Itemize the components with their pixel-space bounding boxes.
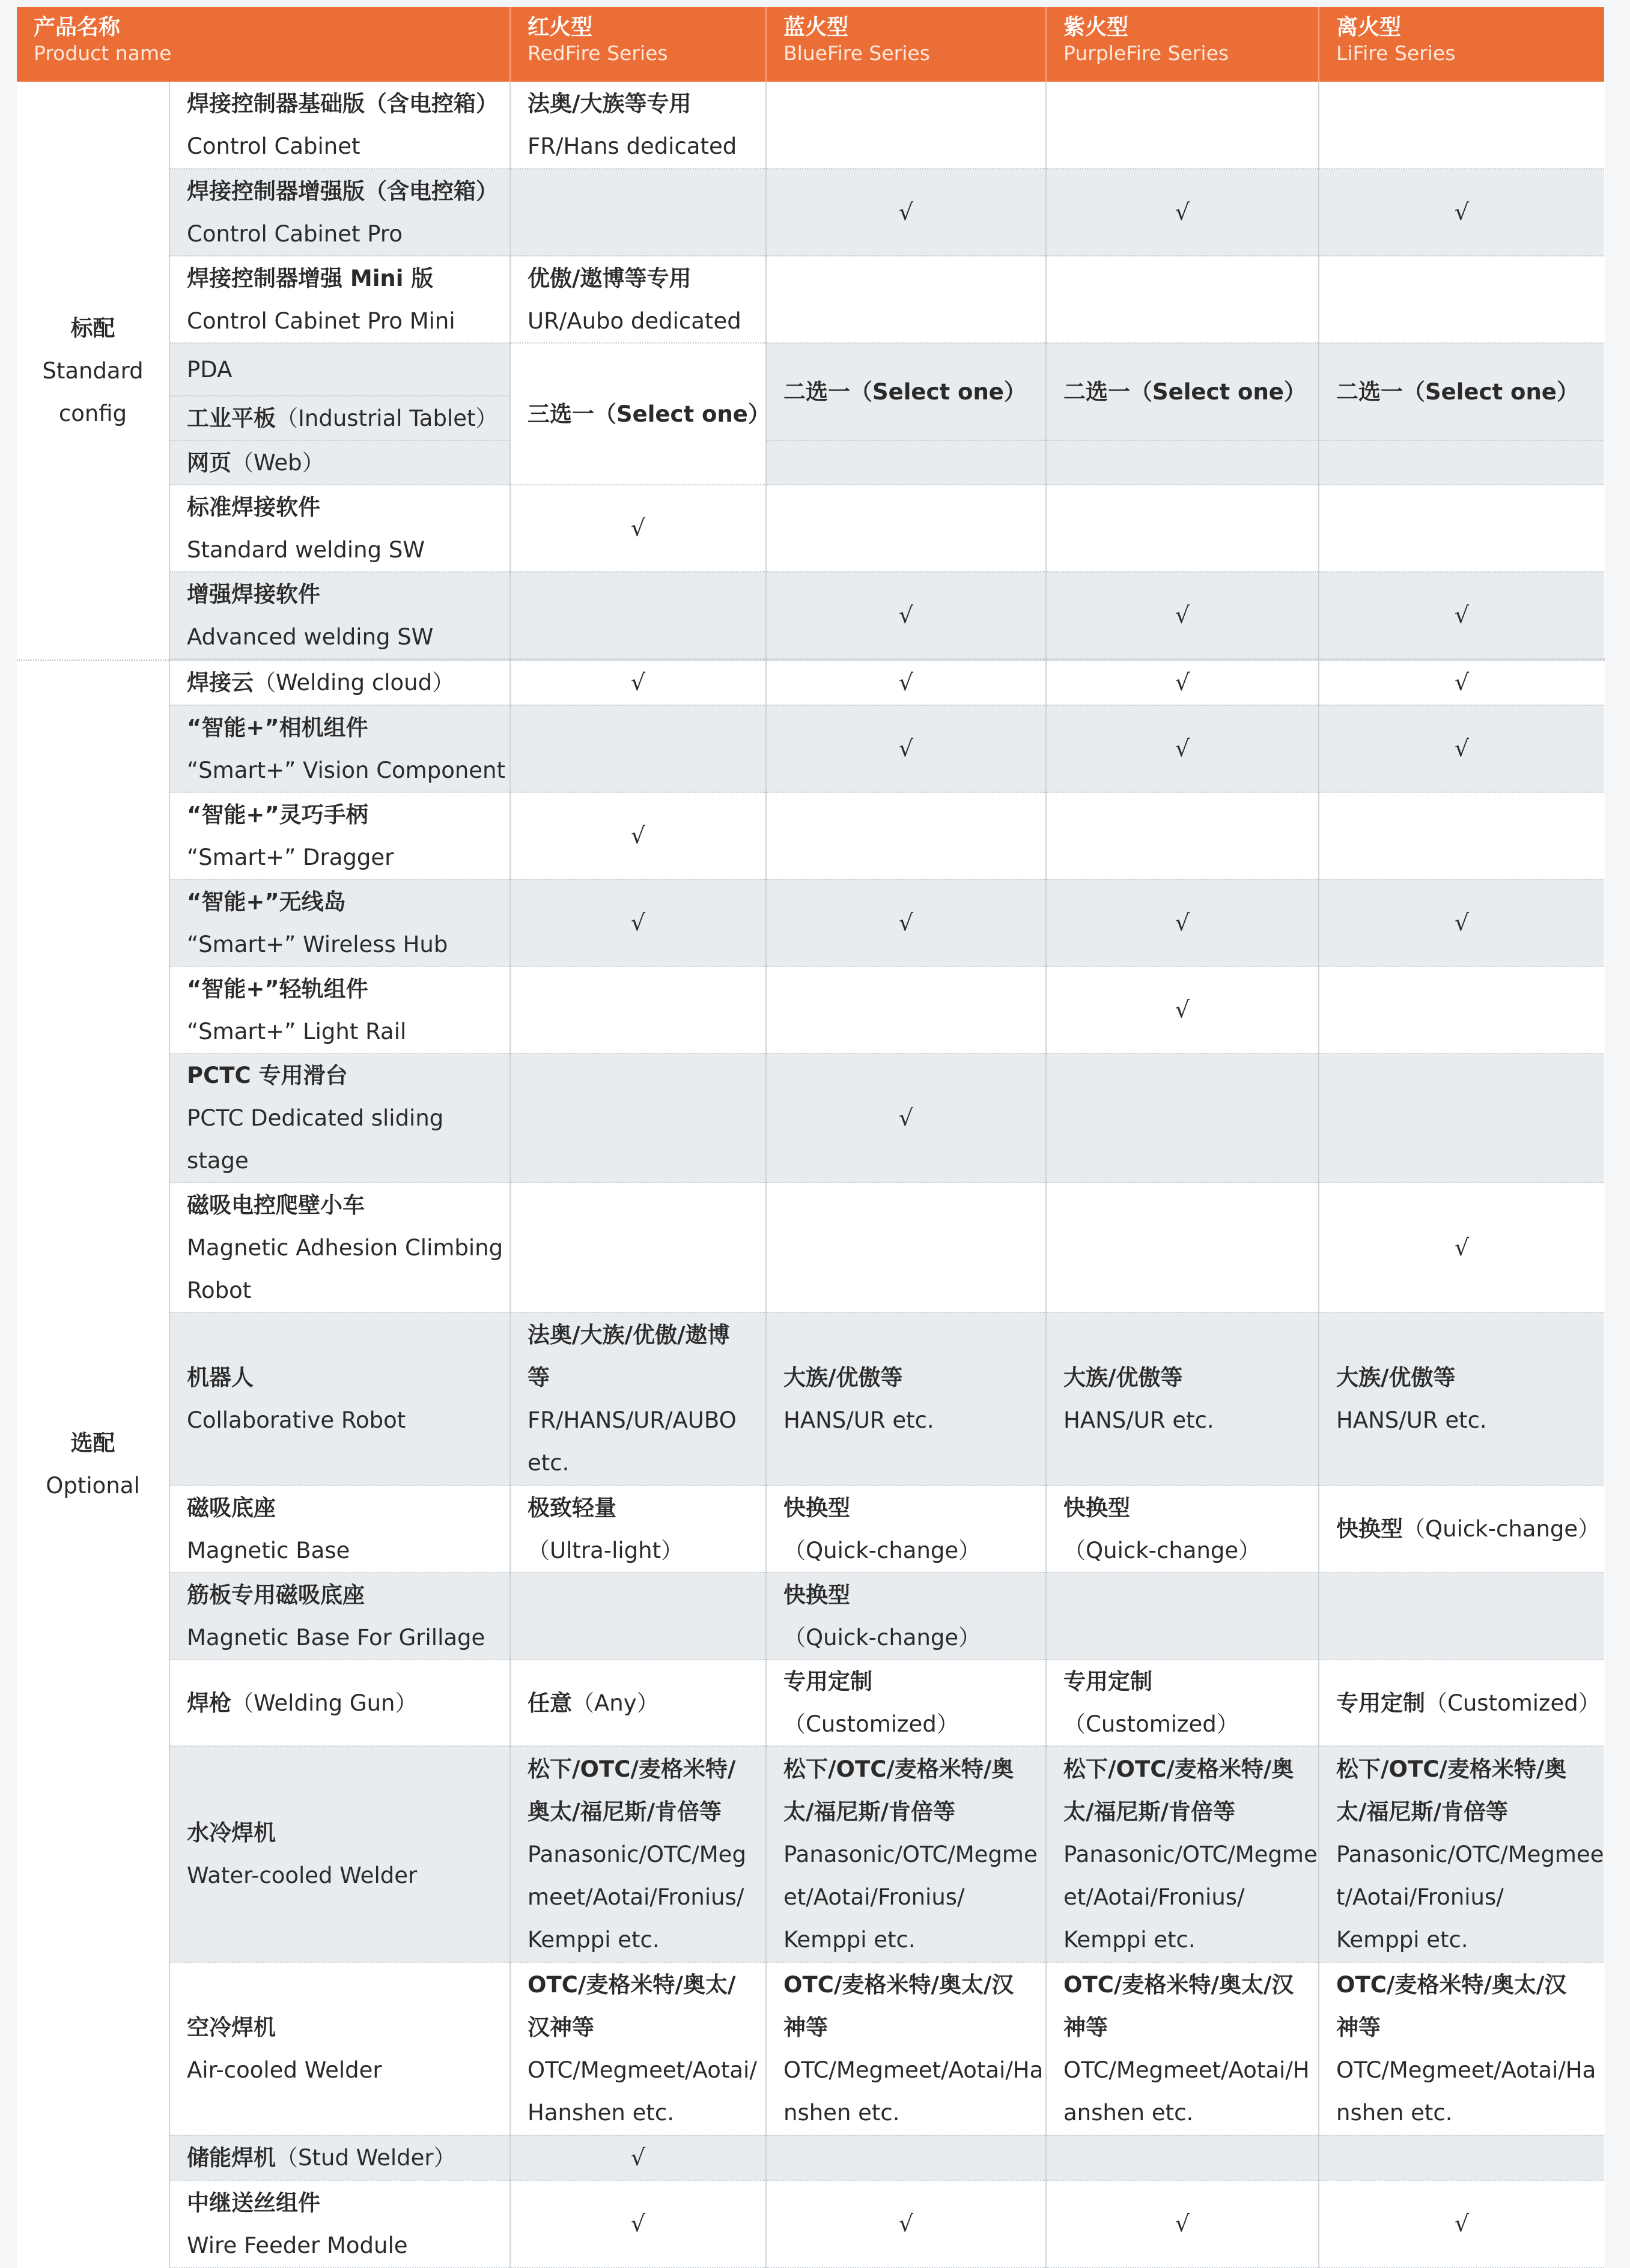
check-mark: √	[510, 485, 766, 572]
check-mark: √	[766, 879, 1046, 966]
cell-bluefire	[766, 1183, 1046, 1312]
cell-purplefire: 专用定制（Customized）	[1046, 1660, 1319, 1746]
check-mark: √	[510, 879, 766, 966]
cell-lifire: OTC/麦格米特/奥太/汉 神等 OTC/Megmeet/Aotai/Ha nshen etc.	[1319, 1962, 1604, 2135]
check-mark: √	[766, 705, 1046, 792]
cell-lifire	[1319, 256, 1604, 343]
cell-lifire: 松下/OTC/麦格米特/奥 太/福尼斯/肯倍等 Panasonic/OTC/Megmee t/Aotai/Fronius/ Kemppi etc.	[1319, 1746, 1604, 1962]
check-mark: √	[1046, 879, 1319, 966]
row-label: 储能焊机（Stud Welder）	[169, 2135, 510, 2180]
category-optional: 选配 Optional	[17, 660, 169, 2267]
table-row	[17, 660, 1604, 705]
row-label: “智能+”灵巧手柄 “Smart+” Dragger	[169, 792, 510, 879]
cell-bluefire: 大族/优傲等 HANS/UR etc.	[766, 1312, 1046, 1485]
check-mark: √	[1319, 2180, 1604, 2267]
cell-lifire	[1319, 792, 1604, 879]
check-mark: √	[766, 2180, 1046, 2267]
check-mark: √	[510, 660, 766, 705]
cell-purplefire	[1046, 256, 1319, 343]
row-label: 机器人 Collaborative Robot	[169, 1312, 510, 1485]
cell-lifire	[1319, 440, 1604, 485]
check-mark: √	[1319, 705, 1604, 792]
table-row	[17, 1485, 1604, 1572]
cell-bluefire: OTC/麦格米特/奥太/汉 神等 OTC/Megmeet/Aotai/Ha nshen etc.	[766, 1962, 1046, 2135]
cell-purplefire: 快换型（Quick-change）	[1046, 1485, 1319, 1572]
header-purplefire: 紫火型 PurpleFire Series	[1046, 7, 1319, 82]
check-mark: √	[1046, 705, 1319, 792]
check-mark: √	[510, 2180, 766, 2267]
table-row	[17, 705, 1604, 792]
table-row	[17, 82, 1604, 169]
cell-lifire	[1319, 1054, 1604, 1183]
cell-redfire	[510, 572, 766, 659]
cell-bluefire	[766, 256, 1046, 343]
check-mark: √	[766, 169, 1046, 256]
check-mark: √	[1046, 2180, 1319, 2267]
cell-redfire: 松下/OTC/麦格米特/ 奥太/福尼斯/肯倍等 Panasonic/OTC/Meg meet/Aotai/Fronius/ Kemppi etc.	[510, 1746, 766, 1962]
cell-redfire-select: 三选一（Select one）	[510, 343, 766, 485]
row-label: 焊枪（Welding Gun）	[169, 1660, 510, 1746]
cell-purplefire	[1046, 1183, 1319, 1312]
table-row	[17, 1054, 1604, 1183]
check-mark: √	[510, 2135, 766, 2180]
cell-purplefire	[1046, 2135, 1319, 2180]
cell-purplefire	[1046, 485, 1319, 572]
cell-purplefire	[1046, 440, 1319, 485]
table-row	[17, 1746, 1604, 1962]
row-label: 焊接云（Welding cloud）	[169, 660, 510, 705]
check-mark: √	[1319, 660, 1604, 705]
table-row	[17, 1183, 1604, 1312]
check-mark: √	[1046, 966, 1319, 1054]
table-row	[17, 2135, 1604, 2180]
cell-lifire: 大族/优傲等 HANS/UR etc.	[1319, 1312, 1604, 1485]
header-redfire: 红火型 RedFire Series	[510, 7, 766, 82]
row-label: 磁吸底座 Magnetic Base	[169, 1485, 510, 1572]
table-row	[17, 2180, 1604, 2267]
check-mark: √	[1319, 1183, 1604, 1312]
cell-lifire: 快换型（Quick-change）	[1319, 1485, 1604, 1572]
cell-purplefire	[1046, 82, 1319, 169]
row-label: 中继送丝组件 Wire Feeder Module	[169, 2180, 510, 2267]
table-row	[17, 343, 1604, 396]
row-label: 工业平板（Industrial Tablet）	[169, 396, 510, 440]
row-label: “智能+”相机组件 “Smart+” Vision Component	[169, 705, 510, 792]
row-label: 水冷焊机 Water-cooled Welder	[169, 1746, 510, 1962]
cell-purplefire: OTC/麦格米特/奥太/汉 神等 OTC/Megmeet/Aotai/H anshen etc.	[1046, 1962, 1319, 2135]
cell-redfire	[510, 1572, 766, 1660]
cell-redfire: 法奥/大族等专用 FR/Hans dedicated	[510, 82, 766, 169]
row-label: 增强焊接软件 Advanced welding SW	[169, 572, 510, 659]
cell-purplefire-select: 二选一（Select one）	[1046, 343, 1319, 440]
cell-purplefire: 大族/优傲等 HANS/UR etc.	[1046, 1312, 1319, 1485]
cell-purplefire: 松下/OTC/麦格米特/奥 太/福尼斯/肯倍等 Panasonic/OTC/Megme et/Aotai/Fronius/ Kemppi etc.	[1046, 1746, 1319, 1962]
check-mark: √	[1046, 169, 1319, 256]
cell-redfire	[510, 705, 766, 792]
cell-lifire-select: 二选一（Select one）	[1319, 343, 1604, 440]
cell-lifire	[1319, 485, 1604, 572]
table-row	[17, 485, 1604, 572]
table-header-row	[17, 7, 1604, 82]
table-row	[17, 879, 1604, 966]
row-label: PDA	[169, 343, 510, 396]
cell-bluefire	[766, 440, 1046, 485]
row-label: “智能+”轻轨组件 “Smart+” Light Rail	[169, 966, 510, 1054]
table-row	[17, 169, 1604, 256]
header-product-name: 产品名称 Product name	[17, 7, 510, 82]
cell-redfire: 优傲/遨博等专用 UR/Aubo dedicated	[510, 256, 766, 343]
row-label: 筋板专用磁吸底座 Magnetic Base For Grillage	[169, 1572, 510, 1660]
row-label: 焊接控制器增强版（含电控箱） Control Cabinet Pro	[169, 169, 510, 256]
check-mark: √	[766, 572, 1046, 659]
table-row	[17, 1572, 1604, 1660]
cell-purplefire	[1046, 1054, 1319, 1183]
row-label: 焊接控制器基础版（含电控箱） Control Cabinet	[169, 82, 510, 169]
table-row	[17, 1660, 1604, 1746]
check-mark: √	[510, 792, 766, 879]
product-config-table	[17, 7, 1605, 2268]
table-row	[17, 1312, 1604, 1485]
cell-redfire: OTC/麦格米特/奥太/ 汉神等 OTC/Megmeet/Aotai/ Hanshen etc.	[510, 1962, 766, 2135]
category-standard: 标配 Standard config	[17, 82, 169, 660]
header-bluefire: 蓝火型 BlueFire Series	[766, 7, 1046, 82]
cell-bluefire: 快换型（Quick-change）	[766, 1572, 1046, 1660]
cell-lifire	[1319, 966, 1604, 1054]
table-row	[17, 572, 1604, 659]
table-row	[17, 256, 1604, 343]
cell-bluefire: 松下/OTC/麦格米特/奥 太/福尼斯/肯倍等 Panasonic/OTC/Megme et/Aotai/Fronius/ Kemppi etc.	[766, 1746, 1046, 1962]
cell-purplefire	[1046, 1572, 1319, 1660]
row-label: 网页（Web）	[169, 440, 510, 485]
cell-redfire	[510, 966, 766, 1054]
cell-lifire	[1319, 2135, 1604, 2180]
cell-redfire: 法奥/大族/优傲/遨博 等 FR/HANS/UR/AUBO etc.	[510, 1312, 766, 1485]
table-row	[17, 792, 1604, 879]
cell-bluefire	[766, 966, 1046, 1054]
cell-redfire	[510, 1183, 766, 1312]
cell-redfire	[510, 169, 766, 256]
cell-bluefire	[766, 792, 1046, 879]
cell-bluefire: 快换型（Quick-change）	[766, 1485, 1046, 1572]
cell-redfire: 任意（Any）	[510, 1660, 766, 1746]
check-mark: √	[766, 660, 1046, 705]
check-mark: √	[766, 1054, 1046, 1183]
cell-bluefire-select: 二选一（Select one）	[766, 343, 1046, 440]
header-lifire: 离火型 LiFire Series	[1319, 7, 1604, 82]
check-mark: √	[1046, 660, 1319, 705]
check-mark: √	[1319, 169, 1604, 256]
cell-lifire	[1319, 82, 1604, 169]
cell-bluefire: 专用定制（Customized）	[766, 1660, 1046, 1746]
row-label: 焊接控制器增强 Mini 版 Control Cabinet Pro Mini	[169, 256, 510, 343]
check-mark: √	[1319, 879, 1604, 966]
table-row	[17, 440, 1604, 485]
table-row	[17, 966, 1604, 1054]
table-row	[17, 1962, 1604, 2135]
cell-redfire: 极致轻量（Ultra-light）	[510, 1485, 766, 1572]
cell-lifire	[1319, 1572, 1604, 1660]
row-label: 空冷焊机 Air-cooled Welder	[169, 1962, 510, 2135]
cell-bluefire	[766, 82, 1046, 169]
cell-redfire	[510, 1054, 766, 1183]
cell-bluefire	[766, 485, 1046, 572]
row-label: 标准焊接软件 Standard welding SW	[169, 485, 510, 572]
cell-lifire: 专用定制（Customized）	[1319, 1660, 1604, 1746]
cell-purplefire	[1046, 792, 1319, 879]
row-label: PCTC 专用滑台 PCTC Dedicated sliding stage	[169, 1054, 510, 1183]
row-label: “智能+”无线岛 “Smart+” Wireless Hub	[169, 879, 510, 966]
row-label: 磁吸电控爬壁小车 Magnetic Adhesion Climbing Robot	[169, 1183, 510, 1312]
check-mark: √	[1319, 572, 1604, 659]
cell-bluefire	[766, 2135, 1046, 2180]
check-mark: √	[1046, 572, 1319, 659]
